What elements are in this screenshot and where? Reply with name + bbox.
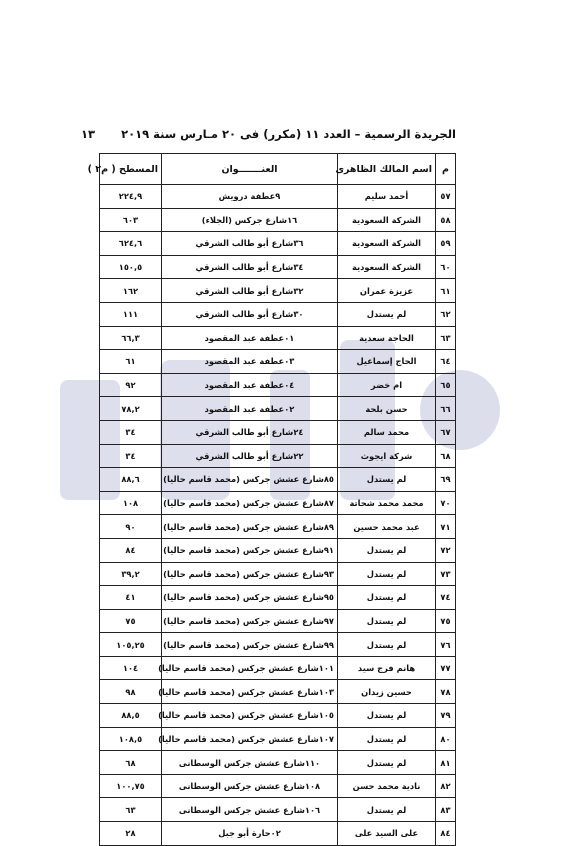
table-row (100, 491, 456, 515)
cell-address: ٨٥شارع عشش جركس (محمد قاسم حاليا) (162, 468, 338, 492)
cell-address: ٠٤عطفة عبد المقصود (162, 373, 338, 397)
cell-num: ٨٢ (436, 774, 456, 798)
cell-area: ٨٨,٥ (100, 704, 162, 728)
cell-owner: لم يستدل (338, 586, 436, 610)
table-row (100, 279, 456, 303)
cell-num: ٥٩ (436, 232, 456, 256)
cell-owner: شركة ايجوث (338, 444, 436, 468)
cell-num: ٧٨ (436, 680, 456, 704)
cell-owner: الحاج إسماعيل (338, 350, 436, 374)
cell-owner: ام خضر (338, 373, 436, 397)
cell-address: ١٦شارع جركس (الجلاء) (162, 208, 338, 232)
table-row (100, 704, 456, 728)
table-row (100, 727, 456, 751)
cell-num: ٨٠ (436, 727, 456, 751)
cell-area: ١٠٨,٥ (100, 727, 162, 751)
cell-address: ٣٤شارع أبو طالب الشرقي (162, 255, 338, 279)
cell-area: ١٦٢ (100, 279, 162, 303)
table-row (100, 420, 456, 444)
cell-owner: الشركة السعودية (338, 232, 436, 256)
cell-area: ٦٣ (100, 798, 162, 822)
cell-num: ٧٦ (436, 633, 456, 657)
cell-area: ٢٢٤,٩ (100, 185, 162, 209)
cell-address: ٣٢شارع أبو طالب الشرقي (162, 279, 338, 303)
cell-num: ٦٩ (436, 468, 456, 492)
cell-num: ٦١ (436, 279, 456, 303)
cell-owner: الحاجة سعدية (338, 326, 436, 350)
cell-address: ٢٤شارع أبو طالب الشرقي (162, 420, 338, 444)
cell-num: ٨١ (436, 751, 456, 775)
table-row (100, 208, 456, 232)
cell-num: ٥٨ (436, 208, 456, 232)
cell-owner: لم يستدل (338, 562, 436, 586)
cell-address: ١٠٦شارع عشش جركس الوسطانى (162, 798, 338, 822)
cell-num: ٥٧ (436, 185, 456, 209)
cell-num: ٦٣ (436, 326, 456, 350)
cell-owner: عبد محمد حسين (338, 515, 436, 539)
cell-num: ٧٣ (436, 562, 456, 586)
cell-area: ٣٤ (100, 444, 162, 468)
cell-owner: الشركة السعودية (338, 255, 436, 279)
cell-num: ٧١ (436, 515, 456, 539)
table-row (100, 185, 456, 209)
table-row (100, 444, 456, 468)
cell-area: ٢٨ (100, 822, 162, 846)
table-row (100, 468, 456, 492)
table-row (100, 656, 456, 680)
cell-num: ٧٤ (436, 586, 456, 610)
table-row (100, 302, 456, 326)
table-row (100, 798, 456, 822)
cell-area: ١٥٠,٥ (100, 255, 162, 279)
cell-address: ٨٧شارع عشش جركس (محمد قاسم حاليا) (162, 491, 338, 515)
table-row (100, 232, 456, 256)
cell-owner: محمد سالم (338, 420, 436, 444)
cell-address: ٠٣عطفة عبد المقصود (162, 350, 338, 374)
cell-address: ٩عطفة درويش (162, 185, 338, 209)
table-row (100, 774, 456, 798)
column-header-address: العنـــــــوان (162, 154, 338, 185)
cell-num: ٦٨ (436, 444, 456, 468)
cell-area: ٤١ (100, 586, 162, 610)
column-header-area: المسطح ( م٢ ) (100, 154, 162, 185)
cell-num: ٧٢ (436, 538, 456, 562)
cell-area: ١٠٤ (100, 656, 162, 680)
cell-num: ٧٩ (436, 704, 456, 728)
cell-address: ٢٢شارع أبو طالب الشرقي (162, 444, 338, 468)
cell-owner: أحمد سليم (338, 185, 436, 209)
cell-owner: لم يستدل (338, 609, 436, 633)
cell-num: ٦٧ (436, 420, 456, 444)
cell-address: ١٠٨شارع عشش جركس الوسطانى (162, 774, 338, 798)
cell-area: ١٠٨ (100, 491, 162, 515)
cell-owner: لم يستدل (338, 302, 436, 326)
cell-owner: حسن بلحة (338, 397, 436, 421)
cell-owner: لم يستدل (338, 538, 436, 562)
cell-num: ٦٠ (436, 255, 456, 279)
cell-num: ٦٥ (436, 373, 456, 397)
cell-address: ١٠٣شارع عشش جركس (محمد قاسم حاليا) (162, 680, 338, 704)
cell-num: ٧٥ (436, 609, 456, 633)
table-row (100, 538, 456, 562)
column-header-num: م (436, 154, 456, 185)
cell-area: ٦٠٣ (100, 208, 162, 232)
cell-area: ٣٤ (100, 420, 162, 444)
cell-address: ١٠٧شارع عشش جركس (محمد قاسم حاليا) (162, 727, 338, 751)
cell-address: ٠٢عطفة عبد المقصود (162, 397, 338, 421)
cell-owner: لم يستدل (338, 633, 436, 657)
cell-address: ٣٠شارع أبو طالب الشرقي (162, 302, 338, 326)
table-row (100, 255, 456, 279)
cell-owner: لم يستدل (338, 468, 436, 492)
cell-num: ٨٤ (436, 822, 456, 846)
cell-owner: لم يستدل (338, 704, 436, 728)
cell-address: ١٠٥شارع عشش جركس (محمد قاسم حاليا) (162, 704, 338, 728)
cell-owner: الشركة السعودية (338, 208, 436, 232)
cell-owner: على السيد على (338, 822, 436, 846)
page-header (81, 124, 456, 144)
cell-owner: حسين زيدان (338, 680, 436, 704)
table-row (100, 397, 456, 421)
cell-num: ٧٧ (436, 656, 456, 680)
cell-area: ١٠٠,٧٥ (100, 774, 162, 798)
cell-owner: لم يستدل (338, 798, 436, 822)
table-row (100, 680, 456, 704)
cell-area: ١٠٥,٢٥ (100, 633, 162, 657)
table-row (100, 515, 456, 539)
cell-num: ٧٠ (436, 491, 456, 515)
cell-address: ١١٠شارع عشش جركس الوسطانى (162, 751, 338, 775)
table-row (100, 350, 456, 374)
cell-owner: لم يستدل (338, 751, 436, 775)
cell-area: ٦٨ (100, 751, 162, 775)
table-row (100, 562, 456, 586)
table-row (100, 326, 456, 350)
page-number: ١٣ (81, 127, 96, 141)
cell-num: ٦٦ (436, 397, 456, 421)
cell-address: ١٠١شارع عشش جركس (محمد قاسم حاليا) (162, 656, 338, 680)
table-row (100, 609, 456, 633)
table-row (100, 751, 456, 775)
table-row (100, 633, 456, 657)
cell-owner: نادية محمد حسن (338, 774, 436, 798)
gazette-title: الجريدة الرسمية – العدد ١١ (مكرر) فى ٢٠ مـارس سنة ٢٠١٩ (121, 127, 456, 141)
cell-address: ٩٧شارع عشش جركس (محمد قاسم حاليا) (162, 609, 338, 633)
cell-area: ٩٢ (100, 373, 162, 397)
column-header-owner: اسم المالك الظاهرى (338, 154, 436, 185)
table-body (100, 185, 456, 846)
cell-owner: هانم فرج سيد (338, 656, 436, 680)
cell-owner: عزيزة عمران (338, 279, 436, 303)
cell-address: ٠١عطفة عبد المقصود (162, 326, 338, 350)
cell-owner: لم يستدل (338, 727, 436, 751)
property-table (87, 153, 456, 846)
table-row (100, 822, 456, 846)
cell-address: ٩٩شارع عشش جركس (محمد قاسم حاليا) (162, 633, 338, 657)
cell-address: ٩١شارع عشش جركس (محمد قاسم حاليا) (162, 538, 338, 562)
cell-area: ٦٦,٣ (100, 326, 162, 350)
cell-address: ٩٥شارع عشش جركس (محمد قاسم حاليا) (162, 586, 338, 610)
cell-num: ٦٢ (436, 302, 456, 326)
cell-area: ٩٨ (100, 680, 162, 704)
cell-address: ٣٦شارع أبو طالب الشرقي (162, 232, 338, 256)
cell-address: ٨٩شارع عشش جركس (محمد قاسم حاليا) (162, 515, 338, 539)
cell-num: ٨٣ (436, 798, 456, 822)
table-row (100, 373, 456, 397)
cell-num: ٦٤ (436, 350, 456, 374)
cell-area: ٧٥ (100, 609, 162, 633)
cell-area: ٧٨,٢ (100, 397, 162, 421)
cell-owner: محمد محمد شحاتة (338, 491, 436, 515)
cell-area: ٦٢٤,٦ (100, 232, 162, 256)
cell-address: ٩٣شارع عشش جركس (محمد قاسم حاليا) (162, 562, 338, 586)
cell-address: ٠٢حارة أبو جبل (162, 822, 338, 846)
cell-area: ١١١ (100, 302, 162, 326)
table-row (100, 586, 456, 610)
cell-area: ٣٩,٢ (100, 562, 162, 586)
cell-area: ٨٤ (100, 538, 162, 562)
cell-area: ٩٠ (100, 515, 162, 539)
table-header-row (100, 154, 456, 185)
cell-area: ٨٨,٦ (100, 468, 162, 492)
cell-area: ٦١ (100, 350, 162, 374)
